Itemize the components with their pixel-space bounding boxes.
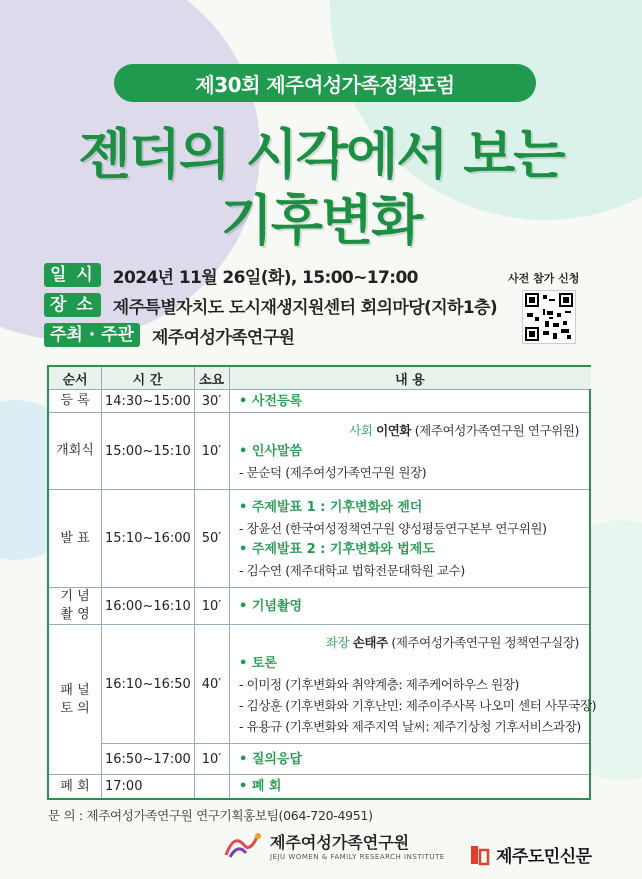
chair-role: 좌장 xyxy=(325,634,350,650)
row-content xyxy=(229,588,591,624)
agenda-item: • 폐 회 xyxy=(239,779,282,794)
agenda-detail: - 김수연 (제주대학교 법학전문대학원 교수) xyxy=(239,562,465,578)
row-time: 16:00~16:10 xyxy=(105,598,191,614)
press-watermark xyxy=(470,842,592,867)
info-venue xyxy=(44,292,497,318)
row-order-line: 토 의 xyxy=(60,700,90,716)
agenda-detail: - 장윤선 (한국여성정책연구원 양성평등연구본부 연구위원) xyxy=(239,520,547,536)
header-order: 순서 xyxy=(49,367,101,389)
venue-text: 제주특별자치도 도시재생지원센터 회의마당(지하1층) xyxy=(112,297,498,318)
date-text: 2024년 11월 26일(화), 15:00~17:00 xyxy=(112,267,418,288)
agenda-item: • 토론 xyxy=(239,655,277,671)
title-line-2: 기후변화 xyxy=(220,189,422,252)
row-duration: 30′ xyxy=(201,393,222,409)
agenda-detail: - 이미정 (기후변화와 취약계층: 제주케어하우스 원장) xyxy=(239,676,519,692)
row-time: 14:30~15:00 xyxy=(105,393,191,409)
forum-banner: 제30회 제주여성가족정책포럼 xyxy=(114,64,536,102)
venue-tag: 장 소 xyxy=(44,293,101,317)
info-date xyxy=(44,262,418,288)
row-order: 등 록 xyxy=(60,393,90,408)
row-content xyxy=(229,625,597,743)
schedule-table xyxy=(47,365,597,800)
chair-name: 이연화 xyxy=(376,422,412,438)
row-duration: 40′ xyxy=(201,676,222,692)
chair-affiliation: (제주여성가족연구원 연구위원) xyxy=(414,422,579,438)
row-order-line: 패 널 xyxy=(60,682,90,698)
row-duration: 10′ xyxy=(201,598,222,614)
agenda-detail: - 유용규 (기후변화와 제주지역 날씨: 제주기상청 기후서비스과장) xyxy=(239,718,581,734)
agenda-detail: - 문순덕 (제주여성가족연구원 원장) xyxy=(239,464,427,480)
agenda-item: • 기념촬영 xyxy=(239,598,303,614)
header-duration: 소요 xyxy=(194,367,229,389)
info-host xyxy=(44,322,294,348)
row-time: 17:00 xyxy=(105,779,143,794)
agenda-item: • 주제발표 2 : 기후변화와 법제도 xyxy=(239,541,435,557)
row-content xyxy=(229,775,591,798)
row-duration: 10′ xyxy=(201,751,222,767)
title-line-1: 젠더의 시각에서 보는 xyxy=(78,123,564,186)
header-time: 시 간 xyxy=(101,367,194,389)
host-text: 제주여성가족연구원 xyxy=(151,327,295,348)
row-duration: 10′ xyxy=(201,443,222,459)
contact-info: 문 의 : 제주여성가족연구원 연구기획홍보팀(064-720-4951) xyxy=(48,808,373,823)
institute-sub: JEJU WOMEN & FAMILY RESEARCH INSTITUTE xyxy=(270,853,445,861)
row-time: 16:10~16:50 xyxy=(105,676,191,692)
row-order: 폐 회 xyxy=(60,778,90,794)
agenda-item: • 사전등록 xyxy=(239,393,303,409)
agenda-item: • 인사말씀 xyxy=(239,443,303,459)
chair-line xyxy=(239,632,591,653)
qr-code[interactable] xyxy=(522,290,576,344)
chair-affiliation: (제주여성가족연구원 정책연구실장) xyxy=(391,634,579,650)
row-content xyxy=(229,490,591,587)
row-content xyxy=(229,390,591,412)
header-content: 내 용 xyxy=(229,367,591,389)
qr-label: 사전 참가 신청 xyxy=(508,272,580,285)
date-tag: 일 시 xyxy=(44,263,101,287)
row-order-line: 촬 영 xyxy=(60,607,90,622)
agenda-item: • 질의응답 xyxy=(239,751,303,767)
row-time: 15:10~16:00 xyxy=(105,531,191,546)
row-content xyxy=(229,413,591,489)
agenda-item: • 주제발표 1 : 기후변화와 젠더 xyxy=(239,499,423,515)
institute-name: 제주여성가족연구원 xyxy=(270,833,410,852)
row-content xyxy=(229,744,591,774)
institute-logo xyxy=(224,830,445,861)
row-order: 개회식 xyxy=(56,443,94,458)
row-time: 16:50~17:00 xyxy=(105,751,191,767)
press-logo-icon xyxy=(470,844,490,866)
chair-line xyxy=(239,420,591,441)
chair-name: 손태주 xyxy=(352,634,388,650)
row-time: 15:00~15:10 xyxy=(105,443,191,459)
host-tag: 주최 · 주관 xyxy=(44,323,140,347)
institute-logo-icon xyxy=(224,831,264,861)
row-order-line: 기 념 xyxy=(60,589,90,604)
press-name: 제주도민신문 xyxy=(496,847,592,867)
chair-role: 사회 xyxy=(349,422,373,438)
row-order xyxy=(49,588,101,624)
row-order xyxy=(49,625,101,774)
row-duration: 50′ xyxy=(201,531,222,546)
row-order: 발 표 xyxy=(60,530,90,546)
agenda-detail: - 김상훈 (기후변화와 기후난민: 제주이주사목 나오미 센터 사무국장) xyxy=(239,697,597,713)
